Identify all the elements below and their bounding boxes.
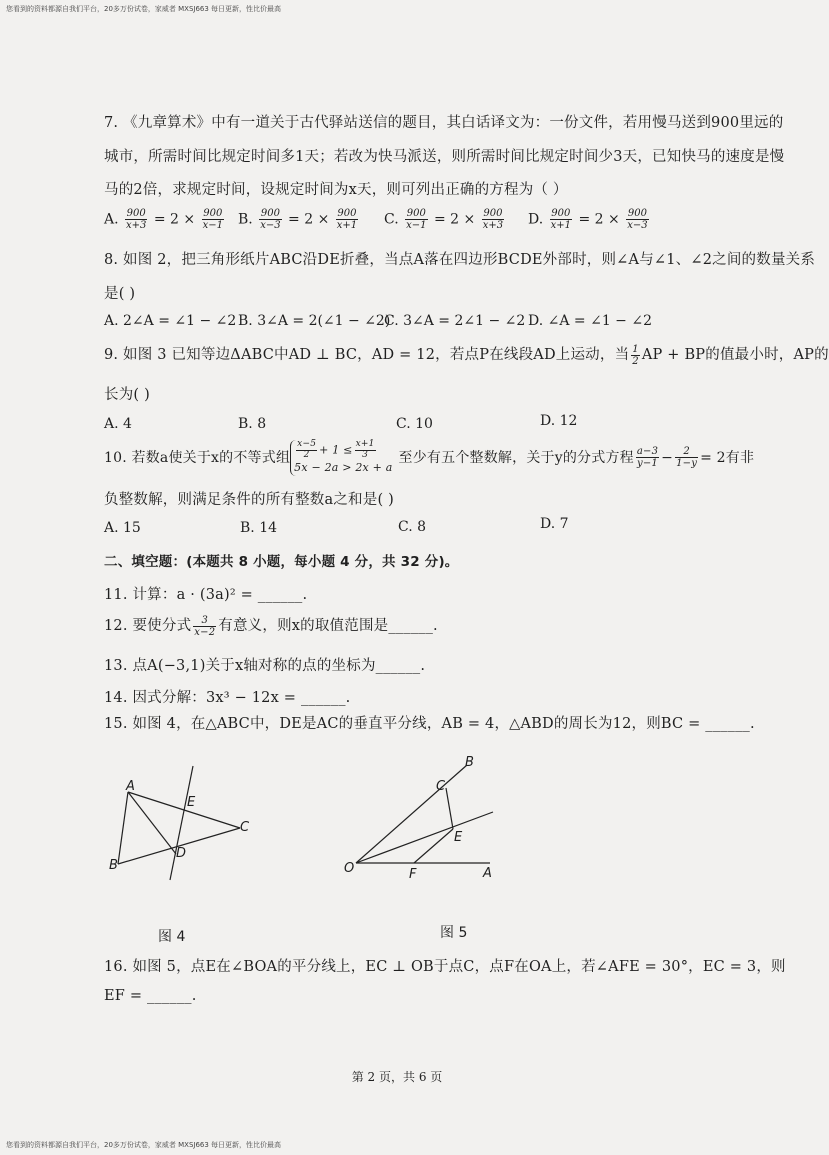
q7-option-a: A. $\frac{900}{x+3}$ = 2 × $\frac{900}{x-1}$ [104, 208, 223, 231]
section-title-fill-in: 二、填空题：(本题共 8 小题，每小题 4 分，共 32 分)。 [104, 554, 459, 570]
q8-option-d: D. ∠A = ∠1 − ∠2 [528, 313, 653, 329]
q12: 12. 要使分式 $\frac{3}{x-2}$ 有意义，则x的取值范围是______. [104, 614, 438, 638]
q7-option-d: D. $\frac{900}{x+1}$ = 2 × $\frac{900}{x-3}$ [528, 208, 648, 231]
q10-line1: 10. 若数a使关于x的不等式组 $\frac{x-5}{2}$ + 1 ≤ $\frac{x+1}{3}$ 5x − 2a > 2x + a 至少有五个整数解，关于y的分式方程 $\frac{a-3}{y-1}$ − $\frac{2}{1-y}$ = 2有非 [104, 439, 755, 474]
inequality-system: $\frac{x-5}{2}$ + 1 ≤ $\frac{x+1}{3}$ 5x − 2a > 2x + a [290, 440, 392, 476]
fig4-label-c: C [240, 820, 250, 835]
fig4-caption: 图 4 [158, 929, 186, 945]
q10-line2: 负整数解，则满足条件的所有整数a之和是( ) [104, 492, 394, 508]
q10-option-b: B. 14 [240, 520, 278, 536]
q8-line1: 8. 如图 2，把三角形纸片ABC沿DE折叠，当点A落在四边形BCDE外部时，则∠A与∠1、∠2之间的数量关系 [104, 252, 816, 268]
fig4-label-a: A [126, 779, 135, 794]
q14: 14. 因式分解：3x³ − 12x = ______. [104, 690, 351, 706]
q7-option-c: C. $\frac{900}{x-1}$ = 2 × $\frac{900}{x+3}$ [384, 208, 504, 231]
fig5-caption: 图 5 [440, 925, 468, 941]
segment-ab [118, 792, 128, 864]
q7-line2: 城市，所需时间比规定时间多1天；若改为快马派送，则所需时间比规定时间少3天，已知快马的速度是慢 [104, 149, 785, 165]
q8-option-b: B. 3∠A = 2(∠1 − ∠2) [238, 313, 391, 329]
q13: 13. 点A(−3,1)关于x轴对称的点的坐标为______. [104, 658, 426, 674]
figure-5 [340, 750, 510, 880]
q8-line2: 是( ) [104, 286, 136, 302]
fig5-label-c: C [436, 779, 446, 794]
perpendicular-bisector-de [170, 766, 196, 880]
segment-ec [446, 788, 453, 829]
q11: 11. 计算：a · (3a)² = ______. [104, 587, 308, 603]
q16-line1: 16. 如图 5，点E在∠BOA的平分线上，EC ⊥ OB于点C，点F在OA上，若∠AFE = 30°，EC = 3，则 [104, 959, 786, 975]
watermark-bottom: 您看到的资料都源自我们平台，20多万份试卷，家威者 MXSJ663 每日更新，性比价最高 [6, 1141, 282, 1149]
fig5-label-a: A [483, 866, 492, 881]
q9-line1: 9. 如图 3 已知等边ΔABC中AD ⊥ BC，AD = 12，若点P在线段AD上运动，当 $\frac{1}{2}$ AP + BP的值最小时，AP的 [104, 343, 829, 367]
q9-line2: 长为( ) [104, 387, 150, 403]
page-footer: 第 2 页，共 6 页 [351, 1070, 443, 1084]
q8-option-c: C. 3∠A = 2∠1 − ∠2 [384, 313, 526, 329]
fig5-label-e: E [454, 830, 463, 845]
q10-option-a: A. 15 [104, 520, 141, 536]
q9-option-d: D. 12 [540, 413, 578, 429]
q7-line1: 7. 《九章算术》中有一道关于古代驿站送信的题目，其白话译文为：一份文件，若用慢马送到900里远的 [104, 115, 784, 131]
watermark-top: 您看到的资料都源自我们平台，20多万份试卷，家威者 MXSJ663 每日更新，性比价最高 [6, 5, 282, 13]
fig4-label-b: B [109, 858, 118, 873]
q16-line2: EF = ______. [104, 988, 197, 1004]
fig5-label-b: B [465, 755, 474, 770]
q9-option-c: C. 10 [396, 416, 433, 432]
q9-option-b: B. 8 [238, 416, 267, 432]
fig4-label-d: D [176, 846, 187, 861]
angle-bisector [356, 812, 493, 863]
q15: 15. 如图 4，在△ABC中，DE是AC的垂直平分线，AB = 4，△ABD的周长为12，则BC = ______. [104, 716, 755, 732]
q10-option-d: D. 7 [540, 516, 569, 532]
q7-line3: 马的2倍，求规定时间，设规定时间为x天，则可列出正确的方程为（ ） [104, 182, 568, 198]
q9-option-a: A. 4 [104, 416, 132, 432]
fig5-label-f: F [409, 867, 417, 882]
fig5-label-o: O [344, 861, 355, 876]
q8-option-a: A. 2∠A = ∠1 − ∠2 [104, 313, 237, 329]
segment-ad [128, 792, 176, 854]
q7-option-b: B. $\frac{900}{x-3}$ = 2 × $\frac{900}{x+1}$ [238, 208, 358, 231]
q10-option-c: C. 8 [398, 519, 427, 535]
fig4-label-e: E [187, 795, 196, 810]
